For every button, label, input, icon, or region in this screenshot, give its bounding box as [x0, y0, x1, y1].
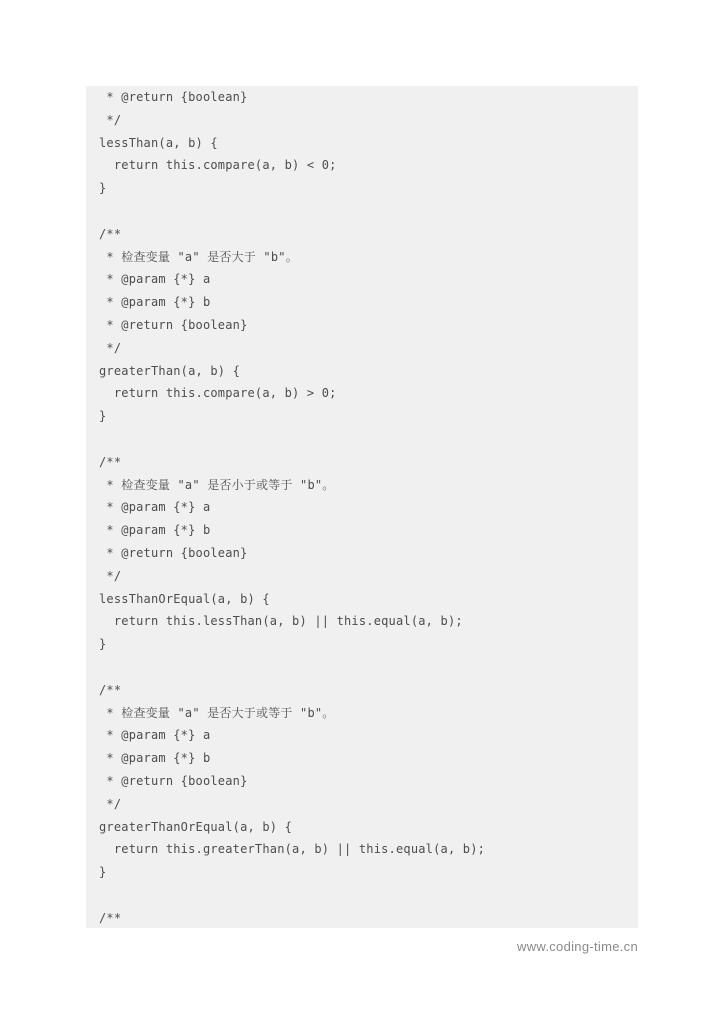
code-line: */ — [99, 568, 122, 583]
code-line: * @return {boolean} — [99, 317, 248, 332]
code-line: * @param {*} b — [99, 295, 211, 310]
code-line: return this.greaterThan(a, b) || this.equal(a, b); — [99, 842, 486, 857]
code-line: /** — [99, 910, 122, 925]
code-line: * @return {boolean} — [99, 90, 248, 104]
code-line: * @return {boolean} — [99, 773, 248, 788]
code-line: return this.compare(a, b) < 0; — [99, 158, 337, 173]
footer-site-url: www.coding-time.cn — [517, 939, 638, 954]
code-line: return this.compare(a, b) > 0; — [99, 386, 337, 401]
code-line — [99, 200, 638, 223]
code-line: * 检查变量 "a" 是否大于 "b"。 — [99, 249, 298, 264]
code-line: * @param {*} a — [99, 728, 211, 743]
code-line — [99, 884, 638, 907]
code-line — [99, 428, 638, 451]
code-line: } — [99, 637, 107, 652]
code-line: * @param {*} a — [99, 500, 211, 515]
code-line: /** — [99, 454, 122, 469]
code-line: * @param {*} a — [99, 272, 211, 287]
code-line: } — [99, 865, 107, 880]
code-line: * 检查变量 "a" 是否大于或等于 "b"。 — [99, 705, 335, 720]
code-line: lessThan(a, b) { — [99, 135, 218, 150]
code-line: greaterThan(a, b) { — [99, 363, 241, 378]
code-line — [99, 656, 638, 679]
code-line: */ — [99, 112, 122, 127]
code-line: * @param {*} b — [99, 523, 211, 538]
code-line: */ — [99, 340, 122, 355]
code-line: lessThanOrEqual(a, b) { — [99, 591, 270, 606]
code-line: * @return {boolean} — [99, 545, 248, 560]
code-line: greaterThanOrEqual(a, b) { — [99, 819, 293, 834]
code-line: */ — [99, 796, 122, 811]
code-line: * @param {*} b — [99, 751, 211, 766]
code-line: * 检查变量 "a" 是否小于或等于 "b"。 — [99, 477, 335, 492]
code-line: /** — [99, 226, 122, 241]
code-line: } — [99, 409, 107, 424]
code-line: } — [99, 181, 107, 196]
code-block — [86, 86, 638, 928]
code-line: /** — [99, 682, 122, 697]
code-line: return this.lessThan(a, b) || this.equal(a, b); — [99, 614, 463, 629]
